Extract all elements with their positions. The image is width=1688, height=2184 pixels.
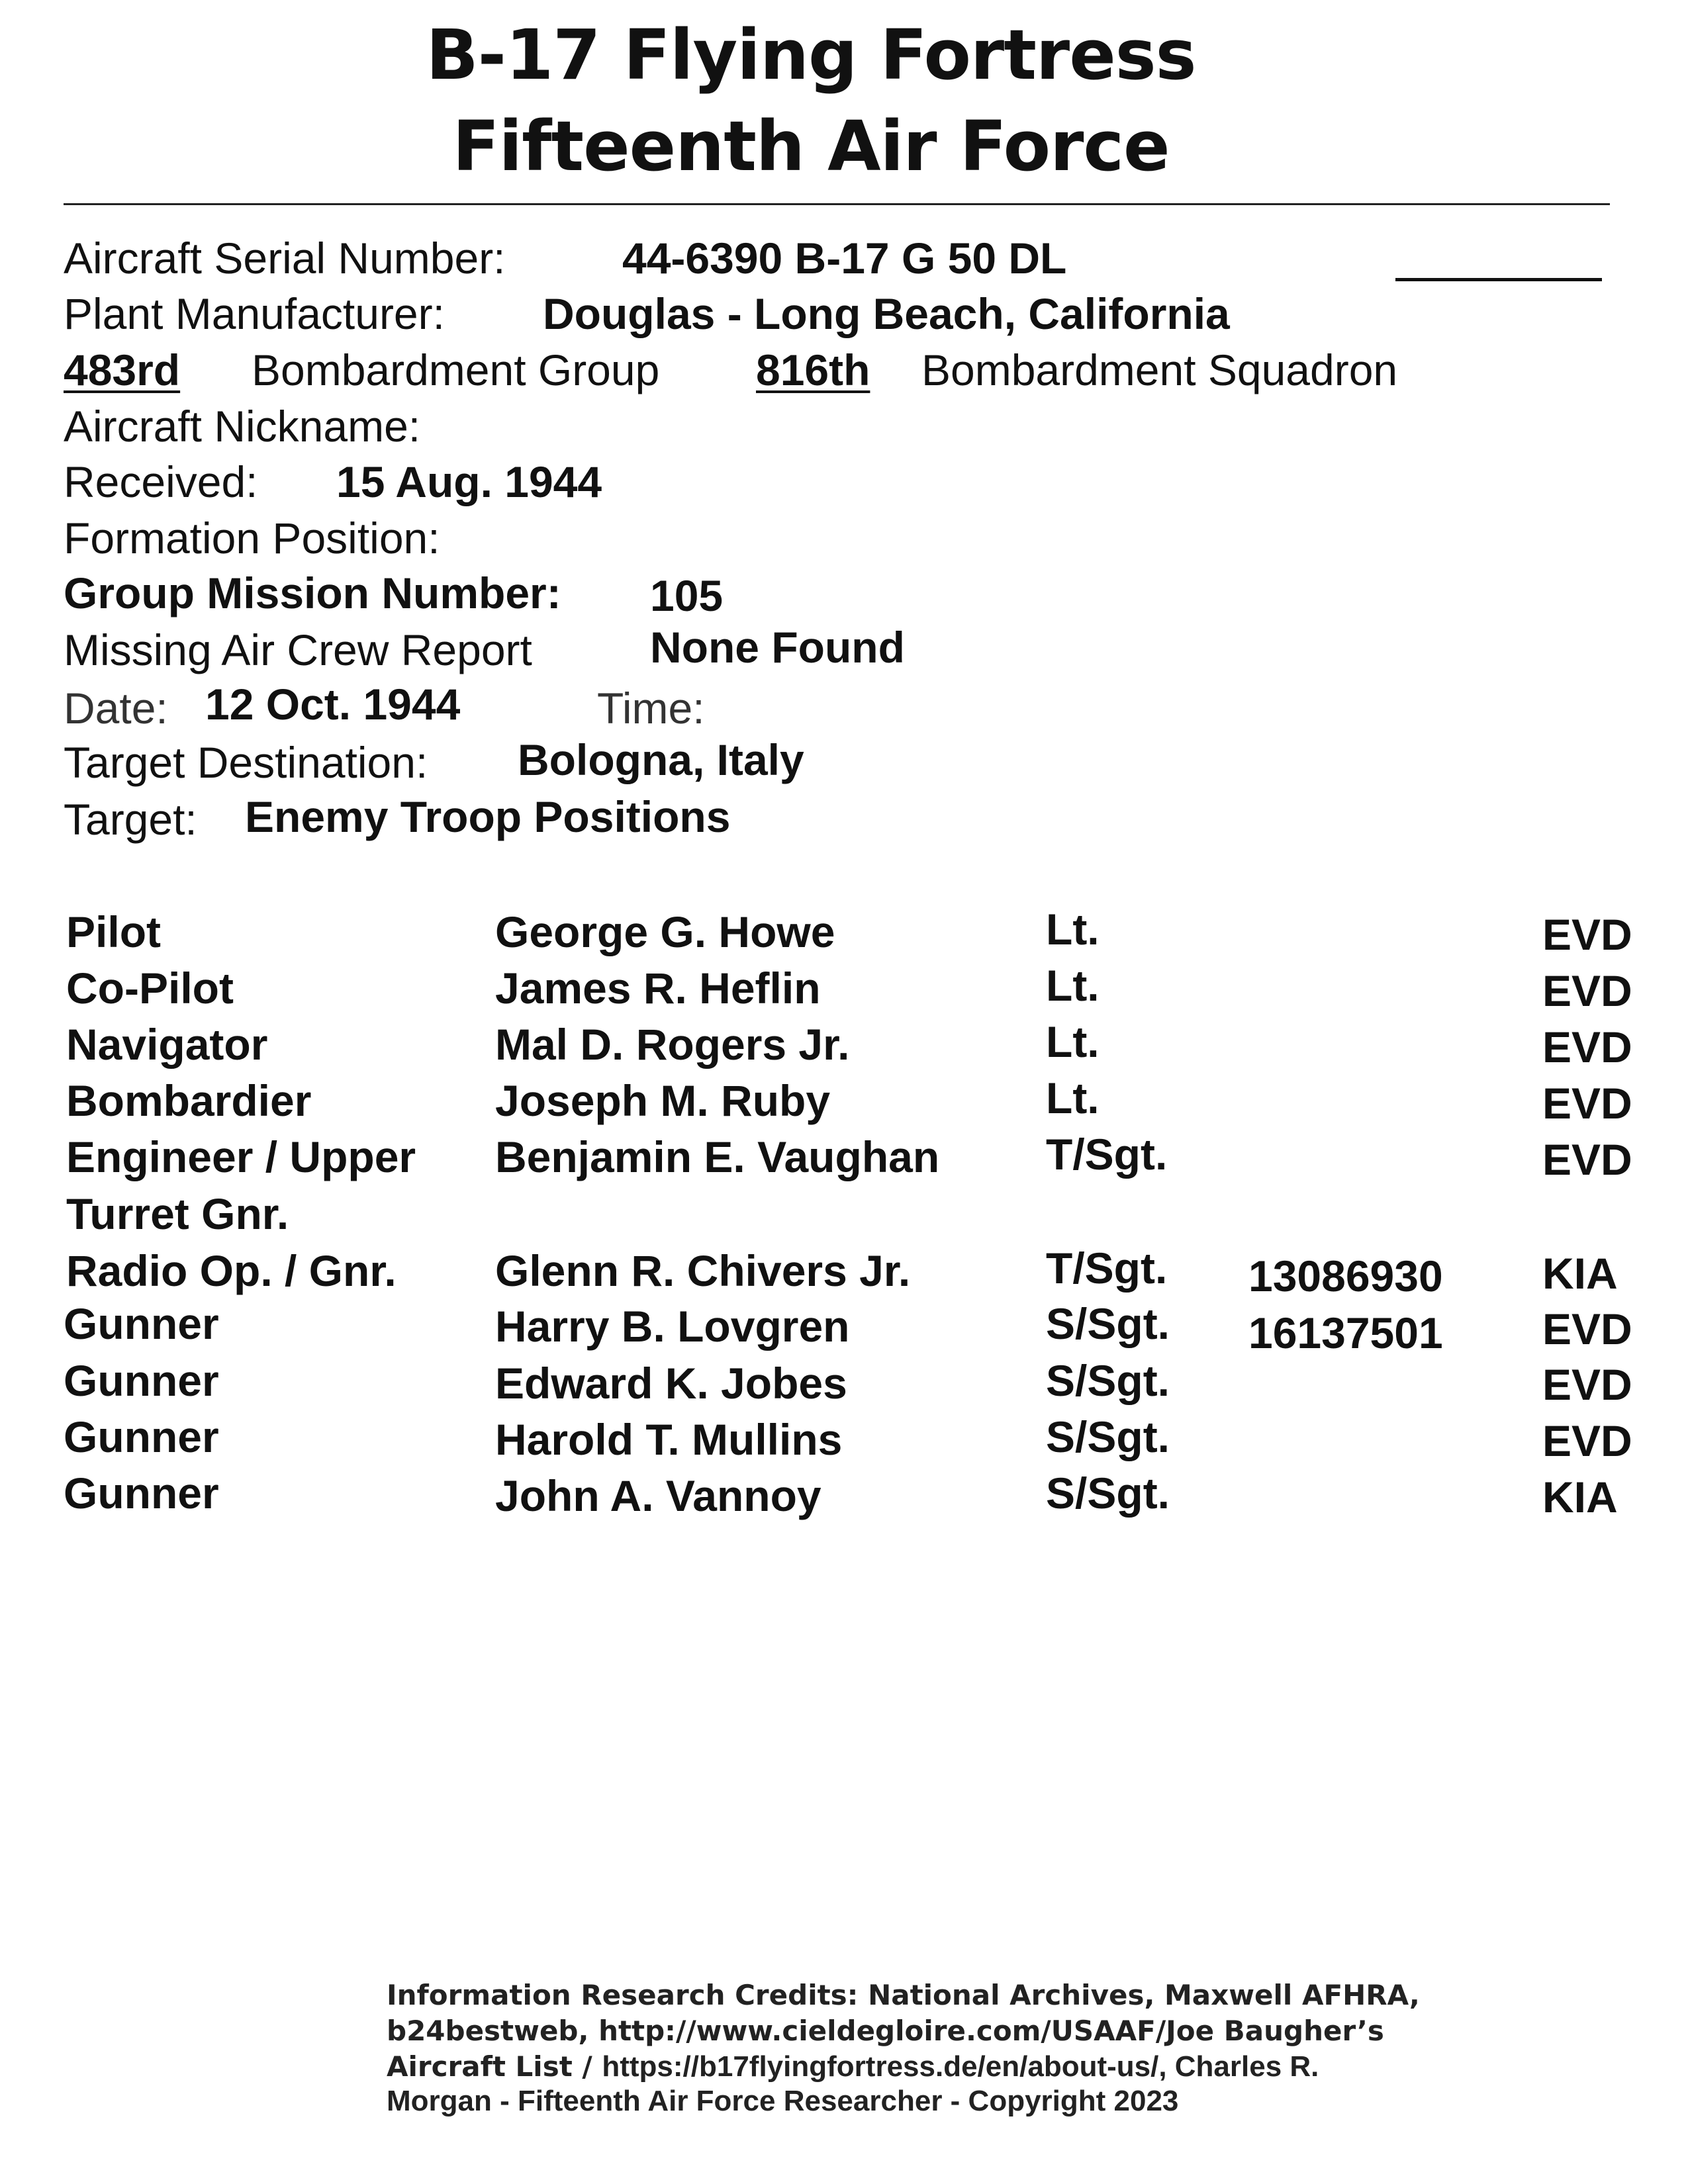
crew-rank: S/Sgt. [1046,1469,1170,1518]
crew-serial: 16137501 [1248,1308,1443,1357]
crew-serial: 13086930 [1248,1251,1443,1300]
crew-position: Bombardier [66,1076,312,1125]
manufacturer-value: Douglas - Long Beach, California [543,289,1230,338]
crew-rank: S/Sgt. [1046,1356,1170,1405]
crew-rank: Lt. [1046,961,1100,1010]
crew-status: EVD [1542,910,1632,959]
crew-name: Joseph M. Ruby [495,1076,831,1125]
target-value: Enemy Troop Positions [245,792,731,841]
received-value: 15 Aug. 1944 [336,457,602,506]
crew-status: EVD [1542,1023,1632,1071]
group-squadron-line [64,345,1586,398]
destination-value: Bologna, Italy [518,735,804,784]
time-label: Time: [597,684,705,733]
crew-rank: S/Sgt. [1046,1412,1170,1461]
credits-line3-part1: Aircraft List / [387,2050,602,2083]
received-label: Received: [64,457,258,506]
page-title-line2: Fifteenth Air Force [452,106,1170,187]
nickname-label: Aircraft Nickname: [64,402,421,451]
crew-rank: Lt. [1046,905,1100,954]
formation-label: Formation Position: [64,514,440,563]
credits-line1: Information Research Credits: National Archives, Maxwell AFHRA, [387,1979,1420,2011]
serial-value: 44-6390 B-17 G 50 DL [622,234,1067,283]
crew-status: EVD [1542,1079,1632,1128]
crew-position: Radio Op. / Gnr. [66,1246,397,1295]
crew-position: Gunner [64,1412,219,1461]
credits-line3 [387,2050,1319,2083]
mission-value: 105 [650,571,724,620]
blank-line [1395,278,1602,281]
macr-label: Missing Air Crew Report [64,625,532,674]
squadron-label: Bombardment Squadron [921,345,1398,394]
crew-position: Gunner [64,1356,219,1405]
group-label: Bombardment Group [252,345,660,394]
crew-position: Engineer / Upper [66,1132,416,1181]
title-divider [64,203,1610,205]
squadron-number: 816th [756,345,870,394]
macr-value: None Found [650,623,905,672]
crew-position: Navigator [66,1020,268,1069]
crew-status: EVD [1542,1360,1632,1409]
crew-position: Gunner [64,1469,219,1518]
crew-name: John A. Vannoy [495,1471,821,1520]
crew-rank: Lt. [1046,1073,1100,1122]
crew-name: Mal D. Rogers Jr. [495,1020,850,1069]
crew-status: KIA [1542,1249,1618,1298]
mission-label: Group Mission Number: [64,569,561,617]
crew-position: Co-Pilot [66,964,234,1013]
crew-status: EVD [1542,1135,1632,1184]
crew-rank: T/Sgt. [1046,1130,1168,1179]
crew-status: EVD [1542,1416,1632,1465]
credits-line4: Morgan - Fifteenth Air Force Researcher - Copyright 2023 [387,2085,1179,2117]
page-title-line1: B-17 Flying Fortress [426,15,1196,95]
group-number: 483rd [64,345,181,394]
crew-status: KIA [1542,1473,1618,1522]
date-label: Date: [64,684,168,733]
destination-label: Target Destination: [64,738,428,787]
crew-position: Gunner [64,1299,219,1348]
crew-position: Pilot [66,907,161,956]
crew-name: Edward K. Jobes [495,1359,847,1408]
crew-name: George G. Howe [495,907,835,956]
crew-position-line2: Turret Gnr. [66,1189,289,1238]
manufacturer-label: Plant Manufacturer: [64,289,445,338]
crew-name: Harold T. Mullins [495,1415,843,1464]
crew-rank: S/Sgt. [1046,1299,1170,1348]
credits-line3-part2: https://b17flyingfortress.de/en/about-us/, Charles R. [602,2050,1319,2083]
crew-rank: T/Sgt. [1046,1244,1168,1293]
crew-name: Benjamin E. Vaughan [495,1132,940,1181]
crew-status: EVD [1542,966,1632,1015]
crew-rank: Lt. [1046,1017,1100,1066]
credits-line2: b24bestweb, http://www.cieldegloire.com/USAAF/Joe Baugher’s [387,2015,1384,2047]
crew-name: James R. Heflin [495,964,821,1013]
crew-name: Glenn R. Chivers Jr. [495,1246,911,1295]
crew-status: EVD [1542,1304,1632,1353]
crew-name: Harry B. Lovgren [495,1302,850,1351]
target-label: Target: [64,795,197,844]
serial-label: Aircraft Serial Number: [64,234,506,283]
date-value: 12 Oct. 1944 [205,680,461,729]
